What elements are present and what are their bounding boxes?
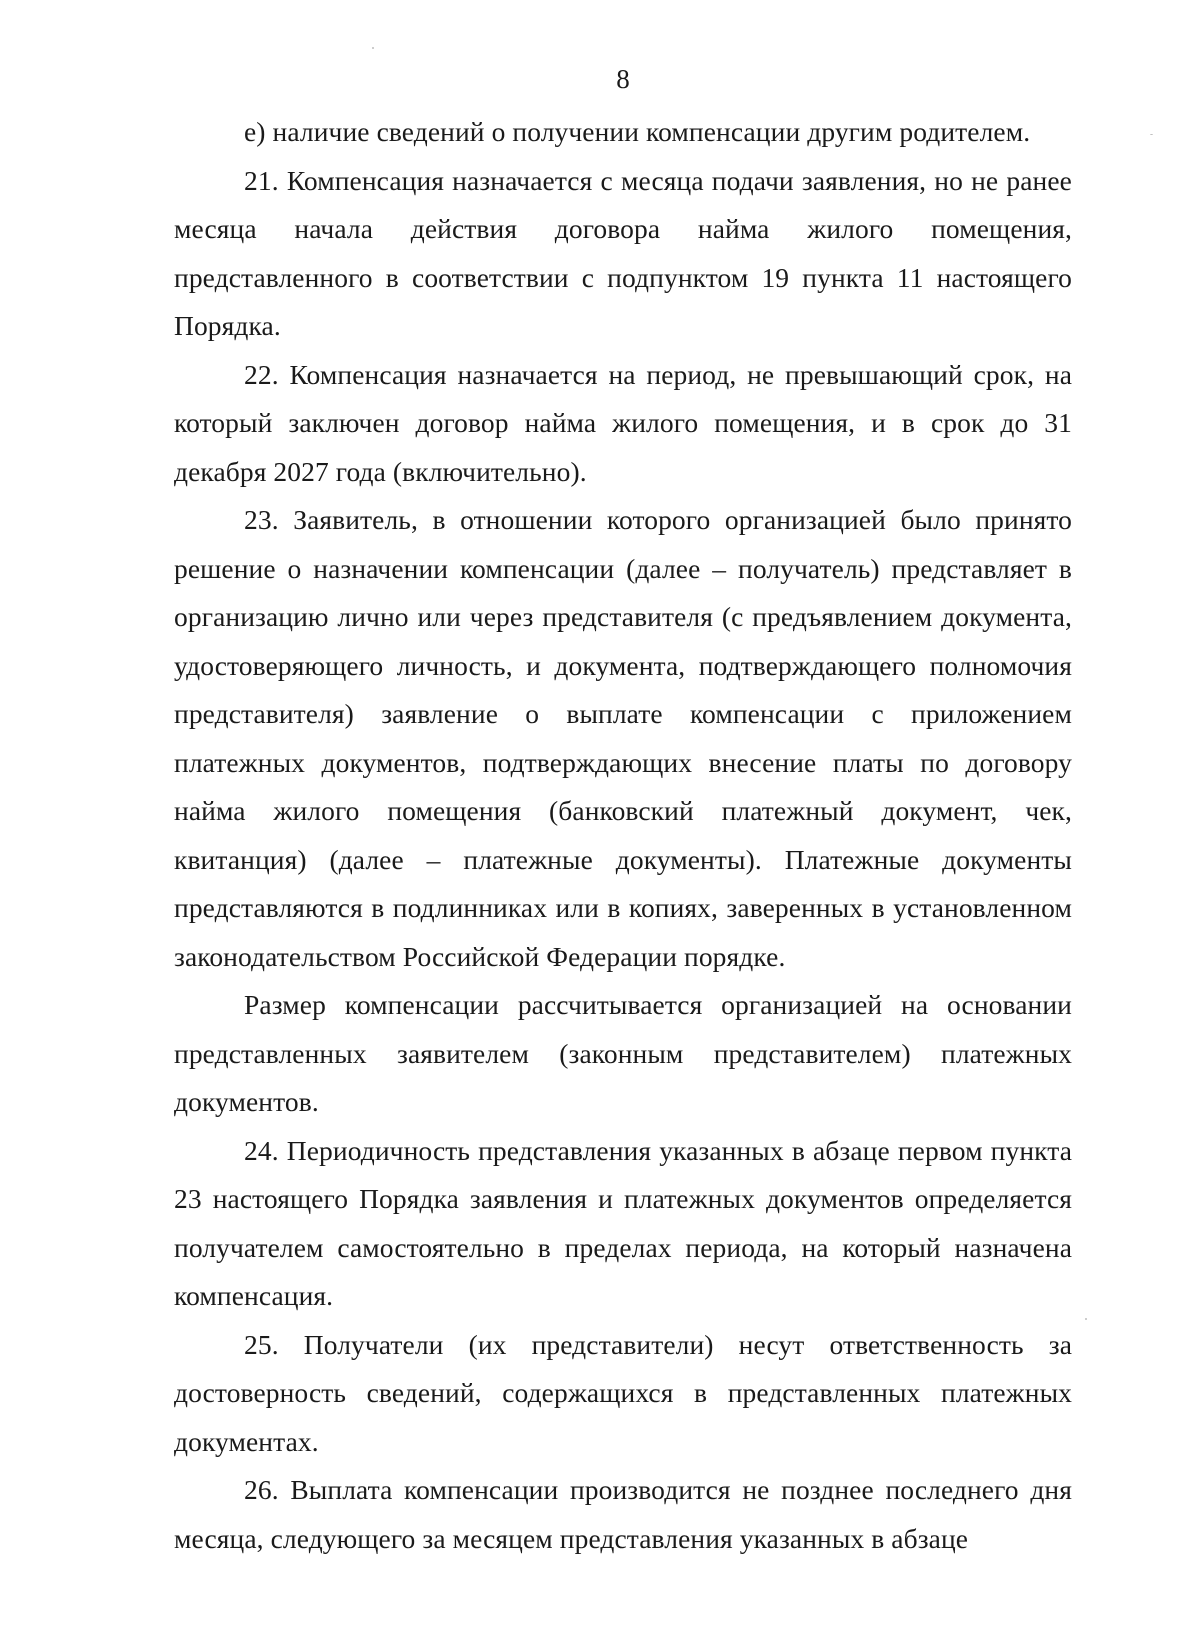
- paragraph-23: 23. Заявитель, в отношении которого организацией было принято решение о назначении компенсации (далее – получатель) представляет в организацию лично или через представителя (с предъявлением документа, удостоверяющего личность, и документа, подтверждающего полномочия представителя) заявление о выплате компенсации с приложением платежных документов, подтверждающих внесение платы по договору найма жилого помещения (банковский платежный документ, чек, квитанция) (далее – платежные документы). Платежные документы представляются в подлинниках или в копиях, заверенных в установленном законодательством Российской Федерации порядке.: [174, 504, 1072, 972]
- page-number: 8: [616, 64, 630, 94]
- paragraph-24: 24. Периодичность представления указанных в абзаце первом пункта 23 настоящего Порядка заявления и платежных документов определяется получателем самостоятельно в пределах периода, на который назначена компенсация.: [174, 1134, 1072, 1311]
- paragraph-25: 25. Получатели (их представители) несут ответственность за достоверность сведений, содержащихся в представленных платежных документах.: [174, 1328, 1072, 1457]
- scan-speck: [1150, 134, 1153, 135]
- paragraph-item-e: е) наличие сведений о получении компенсации другим родителем.: [244, 116, 1031, 147]
- document-page: [174, 0, 1072, 1652]
- document-body: [174, 108, 1072, 1563]
- paragraph-22: 22. Компенсация назначается на период, не превышающий срок, на который заключен договор найма жилого помещения, и в срок до 31 декабря 2027 года (включительно).: [174, 358, 1072, 487]
- scan-speck: [372, 47, 374, 49]
- paragraph-21: 21. Компенсация назначается с месяца подачи заявления, но не ранее месяца начала действия договора найма жилого помещения, представленного в соответствии с подпунктом 19 пункта 11 настоящего Порядка.: [174, 164, 1072, 341]
- paragraph-23-compensation-size: Размер компенсации рассчитывается организацией на основании представленных заявителем (законным представителем) платежных документов.: [174, 989, 1072, 1117]
- scan-speck: [1085, 1318, 1087, 1320]
- paragraph-26: 26. Выплата компенсации производится не позднее последнего дня месяца, следующего за месяцем представления указанных в абзаце: [174, 1474, 1072, 1554]
